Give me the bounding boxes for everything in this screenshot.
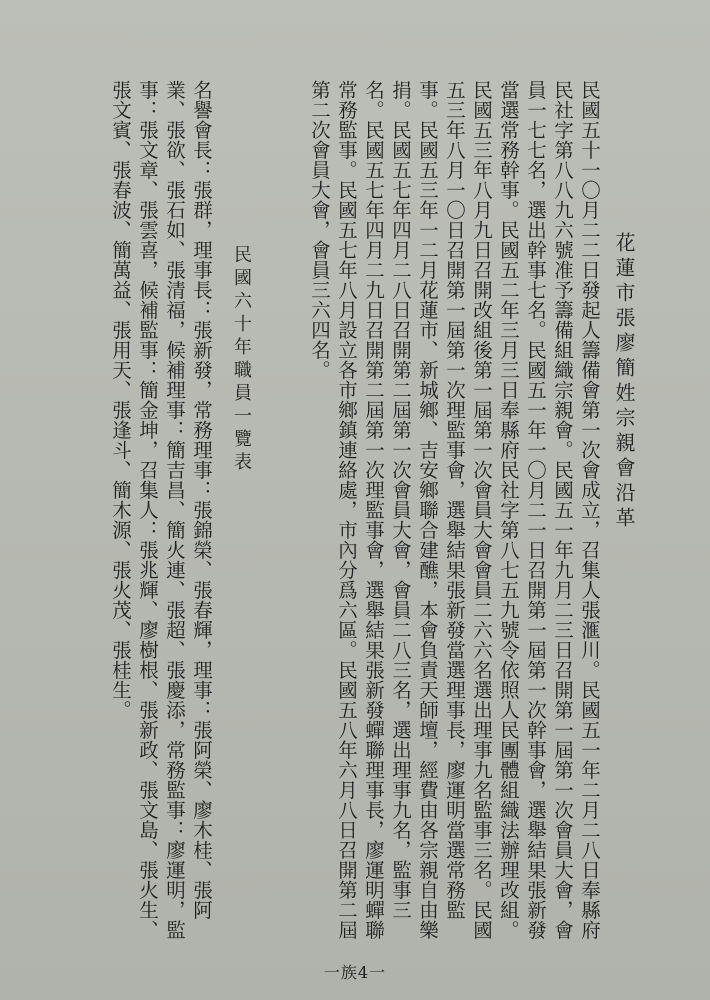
roster-title: 民國六十年職員一覽表 [231, 245, 252, 475]
page-number: 一族4一 [323, 963, 387, 982]
document-title: 花蓮市張廖簡姓宗親會沿革 [612, 232, 636, 532]
history-paragraph: 民國五十一〇月二二日發起人籌備會第一次會成立，召集人張滙川。民國五一年二月二八日奉縣府民社字第八八九六號准予籌備組織宗親會。民國五一年九月二三日召開第一屆第一次會員大會，會員一七七名，選出幹事七名。民國五一年一〇月二一日召開第一屆第一次幹事會，選舉結果張新發當選常務幹事。民國五二年三月三日奉縣府民社字第八七五九號令依照人民團體組織法辦理改組。民國五三年八月九日召開改組後第一屆第一次會員大會會員二六六名選出理事九名監事三名。民國五三年八月一〇日召開第一屆第一次理監事會，選舉結果張新發當選理事長，廖運明當選常務監事。民國五三年一二月花蓮市、新城鄉、吉安鄉聯合建醮，本會負責天師壇，經費由各宗親自由樂捐。民國五七年四月二八日召開第二屆第一次會員大會，會員二八三名，選出理事九名，監事三名。民國五七年四月二九日召開第二屆第一次理監事會，選舉結果張新發蟬聯理事長，廖運明蟬聯常務監事。民國五七年八月設立各市鄉鎮連絡處，市內分爲六區。民國五八年六月八日召開第二屆第二次會員大會，會員三六四名。 [308, 80, 601, 940]
roster-list: 名譽會長：張群，理事長：張新發，常務理事：張錦榮、張春輝，理事：張阿榮、廖木桂、張阿業、張欲、張石如、張清福，候補理事：簡吉昌、簡火連、張超、張慶添，常務監事：廖運明，監事：張文章、張雲喜，候補監事：簡金坤，召集人：張兆輝、廖樹根、張新政、張文島、張火生、張文賓、張春波、簡萬益、張用天、張逢斗、簡木源、張火茂、張桂生。 [109, 80, 213, 940]
